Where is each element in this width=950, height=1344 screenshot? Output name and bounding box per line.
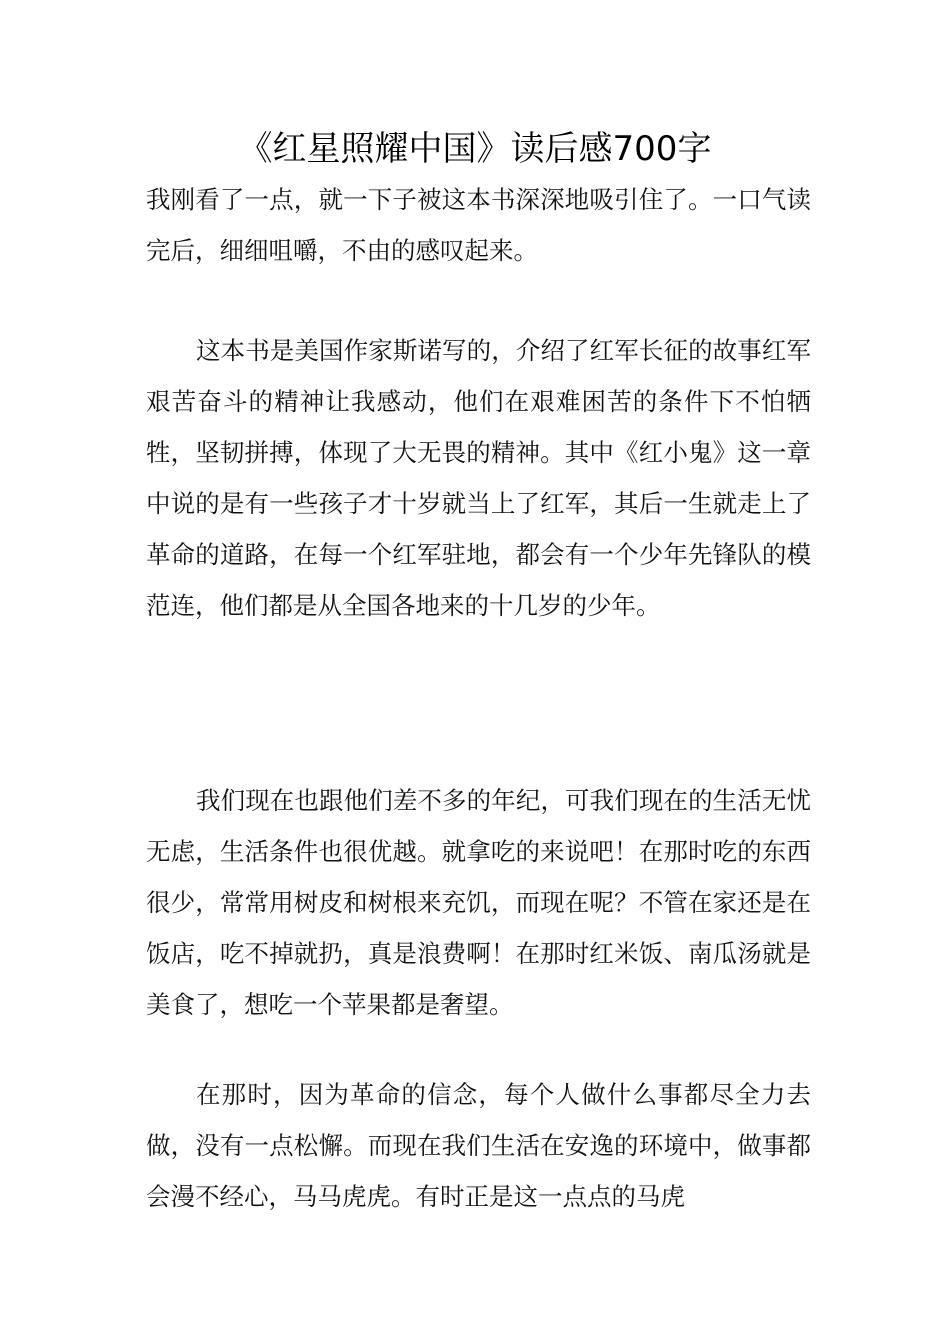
paragraph-book-summary: 这本书是美国作家斯诺写的，介绍了红军长征的故事红军艰苦奋斗的精神让我感动，他们在艰难困苦的条件下不怕牺牲，坚韧拼搏，体现了大无畏的精神。其中《红小鬼》这一章中说的是有一些孩子才十岁就当上了红军，其后一生就走上了革命的道路，在每一个红军驻地，都会有一个少年先锋队的模范连，他们都是从全国各地来的十几岁的少年。 (146, 336, 811, 620)
paragraph-comparison: 我们现在也跟他们差不多的年纪，可我们现在的生活无忧无虑，生活条件也很优越。就拿吃的来说吧！在那时吃的东西很少，常常用树皮和树根来充饥，而现在呢？不管在家还是在饭店，吃不掉就扔，真是浪费啊！在那时红米饭、南瓜汤就是美食了，想吃一个苹果都是奢望。 (146, 786, 811, 1019)
paragraph-intro: 我刚看了一点，就一下子被这本书深深地吸引住了。一口气读完后，细细咀嚼，不由的感叹起来。 (146, 185, 811, 265)
paragraph-reflection: 在那时，因为革命的信念，每个人做什么事都尽全力去做，没有一点松懈。而现在我们生活在安逸的环境中，做事都会漫不经心，马马虎虎。有时正是这一点点的马虎 (146, 1080, 811, 1211)
document-title: 《红星照耀中国》读后感700字 (238, 129, 712, 169)
